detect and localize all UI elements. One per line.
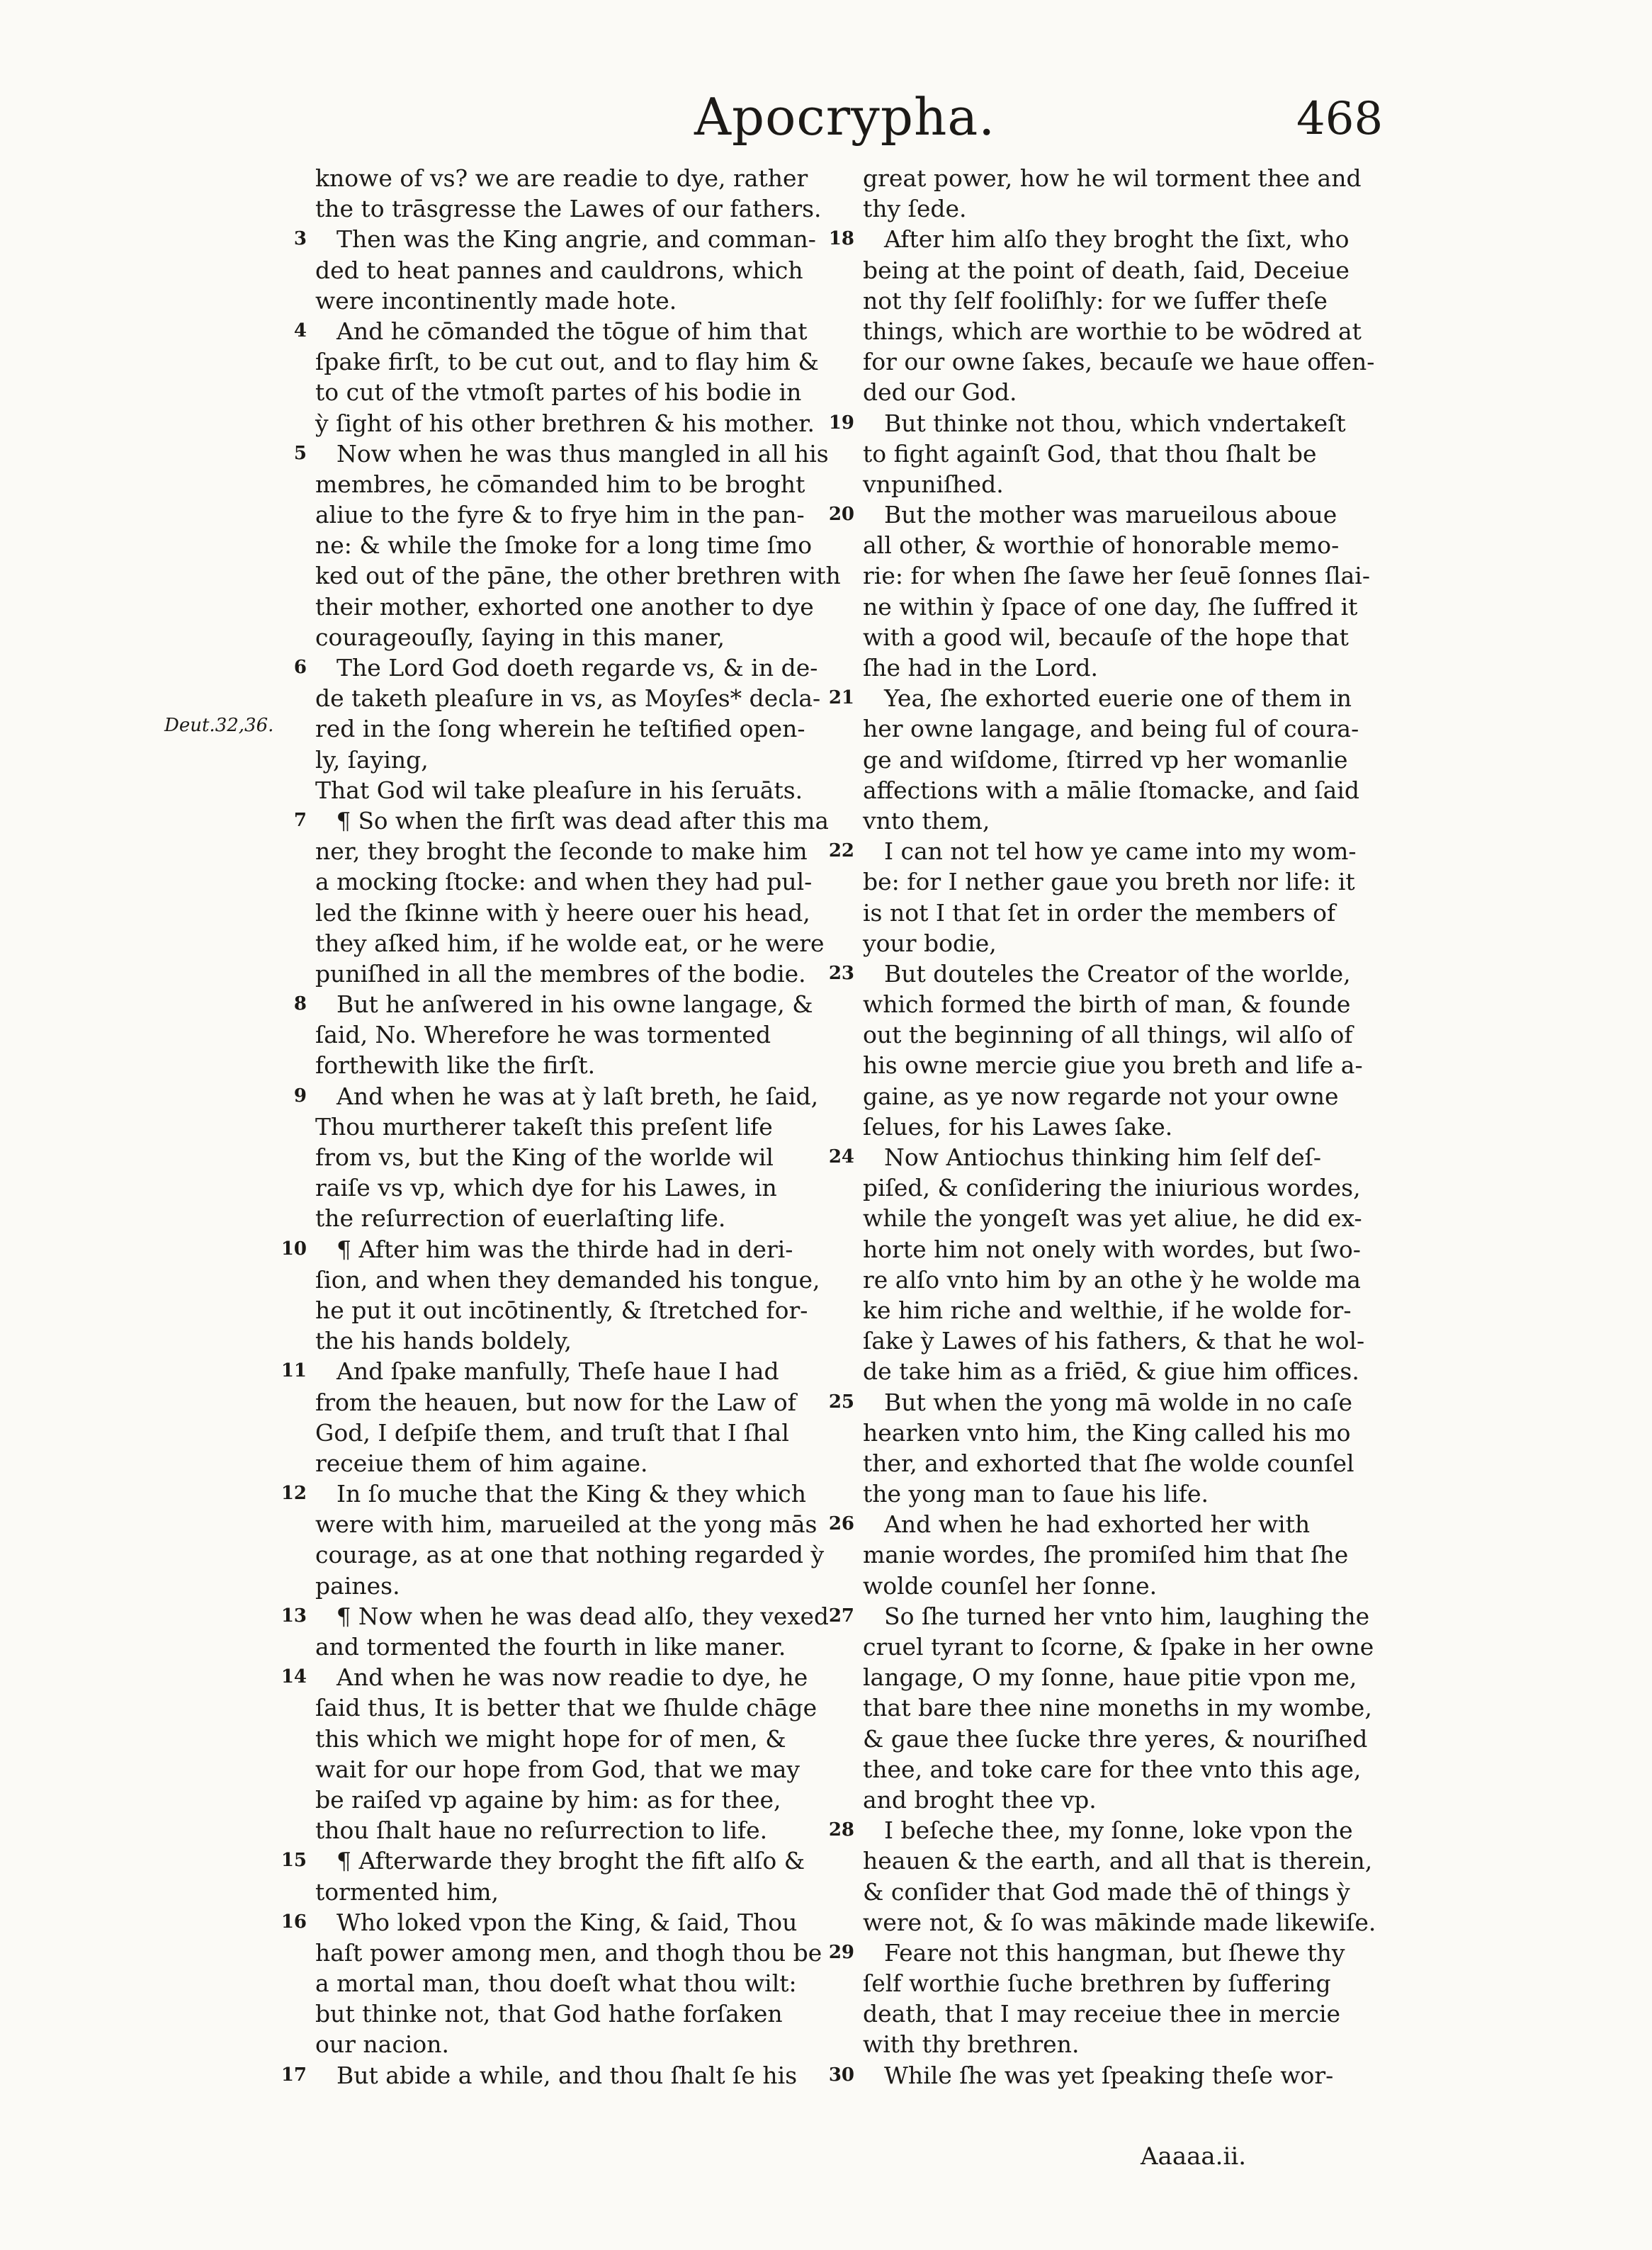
line-text: were incontinently made hote.	[315, 286, 677, 315]
line-text: ſaid thus, It is better that we ſhulde chāge	[315, 1694, 817, 1722]
line-text: de taketh pleaſure in vs, as Moyſes* decla-	[315, 684, 821, 713]
line-text: ne: & while the ſmoke for a long time ſmo	[315, 531, 813, 560]
line-text: a mortal man, thou doeſt what thou wilt:	[315, 1969, 797, 1998]
line-text: they aſked him, if he wolde eat, or he were	[315, 929, 825, 957]
verse-number: 6	[293, 657, 307, 678]
line-text: haſt power among men, and thogh thou be	[315, 1938, 822, 1967]
text-line	[315, 530, 850, 560]
line-text: But he anſwered in his owne langage, &	[336, 990, 813, 1019]
text-line	[315, 622, 850, 652]
line-text: forthewith like the firſt.	[315, 1051, 596, 1080]
line-text: thou ſhalt haue no reſurrection to life.	[315, 1816, 768, 1845]
text-line	[863, 622, 1398, 652]
verse-number: 22	[828, 840, 854, 862]
line-text: The Lord God doeth regarde vs, & in de-	[336, 654, 818, 682]
line-text: this which we might hope for of men, &	[315, 1724, 786, 1753]
line-text: out the beginning of all things, wil alſo of	[863, 1021, 1353, 1049]
line-text: ke him riche and welthie, if he wolde for-	[863, 1296, 1352, 1324]
text-line	[863, 1203, 1398, 1233]
line-text: Now when he was thus mangled in all his	[336, 439, 829, 468]
text-line	[828, 1601, 1398, 1632]
text-line	[863, 1112, 1398, 1142]
text-line	[863, 775, 1398, 805]
line-text: langage, O my ſonne, haue pitie vpon me,	[863, 1663, 1357, 1692]
text-line	[315, 1754, 850, 1785]
line-text: be raiſed vp againe by him: as for thee,	[315, 1785, 781, 1814]
verse-number: 9	[293, 1085, 307, 1107]
text-line	[281, 1601, 850, 1632]
line-text: wolde counſel her ſonne.	[863, 1571, 1158, 1600]
line-text: ¶ So when the firſt was dead after this ma	[336, 806, 829, 835]
page-header	[0, 0, 1652, 163]
line-text: Who loked vpon the King, & ſaid, Thou	[336, 1908, 798, 1936]
verse-number: 29	[828, 1941, 854, 1963]
text-line	[828, 1387, 1398, 1418]
line-text: great power, how he wil torment thee and	[863, 164, 1362, 192]
line-text: from vs, but the King of the worlde wil	[315, 1143, 774, 1171]
line-text: ſhe had in the Lord.	[863, 654, 1099, 682]
text-line	[863, 1999, 1398, 2029]
verse-number: 30	[828, 2064, 854, 2086]
line-text: tormented him,	[315, 1877, 499, 1906]
line-text: courageouſly, ſaying in this maner,	[315, 623, 725, 651]
line-text: ſelues, for his Lawes ſake.	[863, 1112, 1173, 1141]
text-line	[828, 2060, 1398, 2091]
text-line	[315, 1509, 850, 1539]
line-text: ſaid, No. Wherefore he was tormented	[315, 1021, 771, 1049]
text-line	[863, 1325, 1398, 1356]
line-text: Thou murtherer takeſt this preſent life	[315, 1112, 773, 1141]
line-text: the his hands boldely,	[315, 1327, 572, 1355]
line-text: ked out of the pāne, the other brethren with	[315, 562, 841, 590]
text-line	[293, 652, 850, 683]
line-text: your bodie,	[863, 929, 997, 957]
line-text: to cut of the vtmoſt partes of his bodie in	[315, 378, 802, 407]
line-text: horte him not onely with wordes, but ſwo-	[863, 1235, 1361, 1263]
text-line	[863, 1265, 1398, 1295]
verse-number: 11	[281, 1360, 307, 1382]
text-line	[863, 439, 1398, 469]
line-text: affections with a mālie ſtomacke, and ſaid	[863, 776, 1359, 804]
line-text: thy ſede.	[863, 195, 967, 223]
verse-number: 21	[828, 687, 854, 709]
line-text: Feare not this hangman, but ſhewe thy	[884, 1938, 1345, 1967]
line-text: piſed, & conſidering the iniurious wordes,	[863, 1174, 1361, 1202]
text-line	[863, 1754, 1398, 1785]
text-line	[315, 1571, 850, 1601]
line-text: I beſeche thee, my ſonne, loke vpon the	[884, 1816, 1353, 1845]
line-text: And when he was now readie to dye, he	[336, 1663, 808, 1692]
text-line	[315, 1418, 850, 1448]
line-text: all other, & worthie of honorable memo-	[863, 531, 1340, 560]
line-text: their mother, exhorted one another to dye	[315, 592, 814, 621]
text-line	[863, 1081, 1398, 1112]
text-line	[863, 1448, 1398, 1479]
line-text: the yong man to ſaue his life.	[863, 1480, 1209, 1508]
text-line	[863, 1571, 1398, 1601]
line-text: gaine, as ye now regarde not your owne	[863, 1082, 1339, 1110]
line-text: ¶ Now when he was dead alſo, they vexed	[336, 1602, 829, 1630]
text-line	[863, 1539, 1398, 1570]
text-line	[315, 346, 850, 377]
line-text: ſake ỳ Lawes of his fathers, & that he wol-	[863, 1327, 1365, 1355]
text-line	[863, 469, 1398, 499]
verse-number: 19	[828, 412, 854, 434]
text-line	[315, 1050, 850, 1080]
text-line	[863, 1479, 1398, 1509]
text-line	[315, 1019, 850, 1050]
line-text: courage, as at one that nothing regarded ỳ	[315, 1541, 825, 1569]
line-text: hearken vnto him, the King called his mo	[863, 1418, 1351, 1447]
text-line	[828, 836, 1398, 866]
verse-number: 7	[293, 809, 307, 831]
line-text: things, which are worthie to be wōdred at	[863, 317, 1362, 345]
verse-number: 28	[828, 1819, 854, 1841]
line-text: cruel tyrant to ſcorne, & ſpake in her owne	[863, 1633, 1374, 1661]
text-line	[863, 560, 1398, 591]
text-line	[863, 1172, 1398, 1203]
text-line	[315, 1692, 850, 1723]
line-text: But douteles the Creator of the worlde,	[884, 959, 1351, 988]
text-line	[828, 1815, 1398, 1845]
line-text: But the mother was marueilous aboue	[884, 501, 1337, 529]
line-text: That God wil take pleaſure in his ſeruāts.	[315, 776, 803, 804]
text-line	[863, 1724, 1398, 1754]
line-text: vnto them,	[863, 806, 990, 835]
verse-number: 12	[281, 1483, 307, 1505]
text-line	[863, 1877, 1398, 1907]
line-text: ther, and exhorted that ſhe wolde counſel	[863, 1449, 1354, 1477]
line-text: ¶ Afterwarde they broght the fift alſo &	[336, 1847, 805, 1875]
text-line	[315, 469, 850, 499]
line-text: And ſpake manfully, Theſe haue I had	[336, 1357, 779, 1386]
line-text: red in the ſong wherein he teſtified open-	[315, 715, 805, 743]
line-text: be: for I nether gaue you breth nor life: it	[863, 868, 1355, 896]
text-line	[281, 1907, 850, 1938]
line-text: from the heauen, but now for the Law of	[315, 1388, 796, 1416]
text-line	[863, 1968, 1398, 1999]
line-text: thee, and toke care for thee vnto this age,	[863, 1755, 1362, 1783]
text-line	[863, 1692, 1398, 1723]
verse-number: 14	[281, 1666, 307, 1688]
line-text: aliue to the fyre & to frye him in the pan-	[315, 501, 805, 529]
line-text: ſion, and when they demanded his tongue,	[315, 1265, 820, 1294]
line-text: a mocking ſtocke: and when they had pul-	[315, 868, 813, 896]
text-line	[315, 1265, 850, 1295]
line-text: vnpuniſhed.	[863, 470, 1004, 498]
text-line	[315, 499, 850, 530]
line-text: Now Antiochus thinking him ſelf deſ-	[884, 1143, 1322, 1171]
line-text: God, I deſpiſe them, and truſt that I ſhal	[315, 1418, 789, 1447]
line-text: her owne langage, and being ful of coura-	[863, 715, 1359, 743]
verse-number: 26	[828, 1513, 854, 1535]
line-text: his owne mercie giue you breth and life a-	[863, 1051, 1363, 1080]
text-line	[315, 745, 850, 775]
line-text: I can not tel how ye came into my wom-	[884, 837, 1357, 866]
line-text: So ſhe turned her vnto him, laughing the	[884, 1602, 1370, 1630]
verse-number: 15	[281, 1850, 307, 1872]
line-text: were not, & ſo was mākinde made likewiſe.	[863, 1908, 1376, 1936]
text-line	[863, 530, 1398, 560]
verse-number: 5	[293, 442, 307, 464]
text-line	[863, 898, 1398, 928]
text-line	[828, 499, 1398, 530]
text-line	[315, 163, 850, 193]
text-line	[315, 408, 850, 439]
text-line	[315, 1938, 850, 1968]
line-text: And when he had exhorted her with	[884, 1510, 1311, 1539]
line-text: being at the point of death, ſaid, Deceiue	[863, 256, 1350, 284]
line-text: but thinke not, that God hathe forſaken	[315, 2000, 783, 2028]
line-text: ne within ỳ ſpace of one day, ſhe ſuffred it	[863, 592, 1358, 621]
text-line	[863, 1295, 1398, 1325]
verse-number: 27	[828, 1605, 854, 1627]
text-line	[863, 193, 1398, 224]
line-text: is not I that ſet in order the members of	[863, 898, 1336, 927]
line-text: with thy brethren.	[863, 2030, 1080, 2059]
text-line	[863, 286, 1398, 316]
verse-number: 17	[281, 2064, 307, 2086]
text-line	[293, 1081, 850, 1112]
text-line	[828, 1509, 1398, 1539]
line-text: our nacion.	[315, 2030, 449, 2059]
text-line	[293, 805, 850, 836]
text-line	[863, 866, 1398, 897]
text-line	[315, 1142, 850, 1172]
line-text: But when the yong mā wolde in no caſe	[884, 1388, 1353, 1416]
line-text: & gaue thee ſucke thre yeres, & nouriſhed	[863, 1724, 1368, 1753]
text-line	[315, 1203, 850, 1233]
text-line	[315, 1539, 850, 1570]
verse-number: 24	[828, 1146, 854, 1168]
text-line	[863, 928, 1398, 959]
margin-note: Deut.32,36.	[164, 715, 274, 736]
text-line	[863, 1050, 1398, 1080]
verse-number: 10	[281, 1238, 307, 1260]
text-line	[315, 1785, 850, 1815]
text-line	[828, 1142, 1398, 1172]
text-line	[828, 683, 1398, 713]
verse-number: 4	[293, 320, 307, 341]
text-line	[293, 224, 850, 254]
text-line	[863, 805, 1398, 836]
text-line	[863, 1632, 1398, 1662]
line-text: and tormented the fourth in like maner.	[315, 1633, 786, 1661]
text-line	[293, 316, 850, 346]
line-text: After him alſo they broght the ſixt, who	[884, 225, 1350, 254]
line-text: led the ſkinne with ỳ heere ouer his head,	[315, 898, 810, 927]
text-line	[863, 1019, 1398, 1050]
text-line	[828, 959, 1398, 989]
text-line	[863, 1785, 1398, 1815]
text-line	[315, 713, 850, 744]
line-text: for our owne ſakes, becauſe we haue offen-	[863, 348, 1375, 376]
line-text: rie: for when ſhe ſawe her ſeuē ſonnes ſlai-	[863, 562, 1370, 590]
line-text: ſpake firſt, to be cut out, and to flay him &	[315, 348, 819, 376]
line-text: that bare thee nine moneths in my wombe,	[863, 1694, 1372, 1722]
line-text: ge and wiſdome, ſtirred vp her womanlie	[863, 745, 1348, 774]
text-line	[281, 2060, 850, 2091]
text-line	[315, 928, 850, 959]
text-line	[863, 346, 1398, 377]
verse-number: 20	[828, 504, 854, 526]
text-line	[315, 1724, 850, 1754]
line-text: wait for our hope from God, that we may	[315, 1755, 800, 1783]
text-line	[828, 224, 1398, 254]
text-line	[281, 1234, 850, 1265]
text-line	[863, 316, 1398, 346]
text-line	[828, 408, 1398, 439]
line-text: But thinke not thou, which vndertakeſt	[884, 409, 1346, 437]
line-text: not thy ſelf fooliſhly: for we ſuffer theſe	[863, 286, 1328, 315]
line-text: with a good wil, becauſe of the hope that	[863, 623, 1349, 651]
right-column	[828, 163, 1398, 2091]
signature-mark: Aaaaa.ii.	[1141, 2142, 1246, 2171]
text-line	[281, 1845, 850, 1876]
line-text: re alſo vnto him by an othe ỳ he wolde ma	[863, 1265, 1361, 1294]
text-line	[315, 560, 850, 591]
text-line	[315, 193, 850, 224]
text-line	[315, 1325, 850, 1356]
text-line	[863, 652, 1398, 683]
line-text: In ſo muche that the King & they which	[336, 1480, 807, 1508]
line-text: ¶ After him was the thirde had in deri-	[336, 1235, 793, 1263]
line-text: he put it out incōtinently, & ſtretched for-	[315, 1296, 808, 1324]
text-line	[863, 713, 1398, 744]
text-line	[863, 377, 1398, 407]
line-text: ſelf worthie ſuche brethren by ſuffering	[863, 1969, 1331, 1998]
text-line	[863, 1845, 1398, 1876]
verse-number: 8	[293, 993, 307, 1015]
line-text: While ſhe was yet ſpeaking theſe wor-	[884, 2061, 1334, 2089]
text-line	[315, 1112, 850, 1142]
left-column	[281, 163, 850, 2091]
text-line	[315, 1387, 850, 1418]
text-line	[863, 1907, 1398, 1938]
line-text: raiſe vs vp, which dye for his Lawes, in	[315, 1174, 777, 1202]
line-text: membres, he cōmanded him to be broght	[315, 470, 805, 498]
text-line	[315, 286, 850, 316]
line-text: ded to heat pannes and cauldrons, which	[315, 256, 803, 284]
line-text: & conſider that God made thē of things ỳ	[863, 1877, 1350, 1906]
line-text: Yea, ſhe exhorted euerie one of them in	[884, 684, 1352, 713]
line-text: death, that I may receiue thee in mercie	[863, 2000, 1341, 2028]
text-line	[863, 255, 1398, 286]
text-line	[863, 1356, 1398, 1386]
line-text: the to trāsgresse the Lawes of our fathers.	[315, 195, 822, 223]
text-line	[315, 1815, 850, 1845]
verse-number: 25	[828, 1391, 854, 1413]
text-line	[863, 1418, 1398, 1448]
text-line	[828, 1938, 1398, 1968]
running-title: Apocrypha.	[694, 87, 996, 147]
text-line	[315, 898, 850, 928]
text-line	[315, 959, 850, 989]
line-text: while the yongeſt was yet aliue, he did ex-	[863, 1204, 1362, 1233]
text-line	[315, 255, 850, 286]
text-line	[293, 439, 850, 469]
text-line	[315, 1999, 850, 2029]
text-line	[315, 1448, 850, 1479]
text-line	[863, 1662, 1398, 1692]
line-text: knowe of vs? we are readie to dye, rather	[315, 164, 808, 192]
line-text: And when he was at ỳ laſt breth, he ſaid,	[336, 1082, 819, 1110]
text-line	[315, 1877, 850, 1907]
line-text: de take him as a friēd, & giue him offices.	[863, 1357, 1359, 1386]
verse-number: 3	[293, 228, 307, 250]
verse-number: 13	[281, 1605, 307, 1627]
line-text: to fight againſt God, that thou ſhalt be	[863, 439, 1317, 468]
line-text: puniſhed in all the membres of the bodie.	[315, 959, 806, 988]
line-text: manie wordes, ſhe promiſed him that ſhe	[863, 1541, 1349, 1569]
text-line	[281, 1662, 850, 1692]
verse-number: 16	[281, 1911, 307, 1933]
text-line	[315, 1968, 850, 1999]
text-line	[315, 1172, 850, 1203]
line-text: were with him, marueiled at the yong mās	[315, 1510, 817, 1539]
text-line	[315, 866, 850, 897]
text-line	[315, 775, 850, 805]
text-line	[863, 592, 1398, 622]
line-text: paines.	[315, 1571, 400, 1600]
text-line	[315, 1295, 850, 1325]
text-line	[281, 1356, 850, 1386]
line-text: and broght thee vp.	[863, 1785, 1097, 1814]
line-text: heauen & the earth, and all that is therein,	[863, 1847, 1373, 1875]
line-text: receiue them of him againe.	[315, 1449, 648, 1477]
text-line	[863, 745, 1398, 775]
line-text: ỳ ſight of his other brethren & his mother.	[315, 409, 815, 437]
text-line	[315, 1632, 850, 1662]
line-text: But abide a while, and thou ſhalt ſe his	[336, 2061, 798, 2089]
text-line	[315, 683, 850, 713]
text-line	[863, 163, 1398, 193]
line-text: which formed the birth of man, & founde	[863, 990, 1351, 1019]
text-line	[315, 2029, 850, 2059]
text-line	[281, 1479, 850, 1509]
text-line	[863, 2029, 1398, 2059]
text-line	[315, 592, 850, 622]
line-text: ly, ſaying,	[315, 745, 429, 774]
line-text: the reſurrection of euerlaſting life.	[315, 1204, 726, 1233]
text-line	[293, 989, 850, 1019]
text-line	[315, 836, 850, 866]
verse-number: 18	[828, 228, 854, 250]
text-line	[863, 1234, 1398, 1265]
page-number: 468	[1296, 93, 1384, 145]
line-text: ded our God.	[863, 378, 1017, 407]
verse-number: 23	[828, 962, 854, 984]
line-text: Then was the King angrie, and comman-	[336, 225, 816, 254]
text-line	[863, 989, 1398, 1019]
text-line	[315, 377, 850, 407]
line-text: ner, they broght the ſeconde to make him	[315, 837, 808, 866]
line-text: And he cōmanded the tōgue of him that	[336, 317, 808, 345]
